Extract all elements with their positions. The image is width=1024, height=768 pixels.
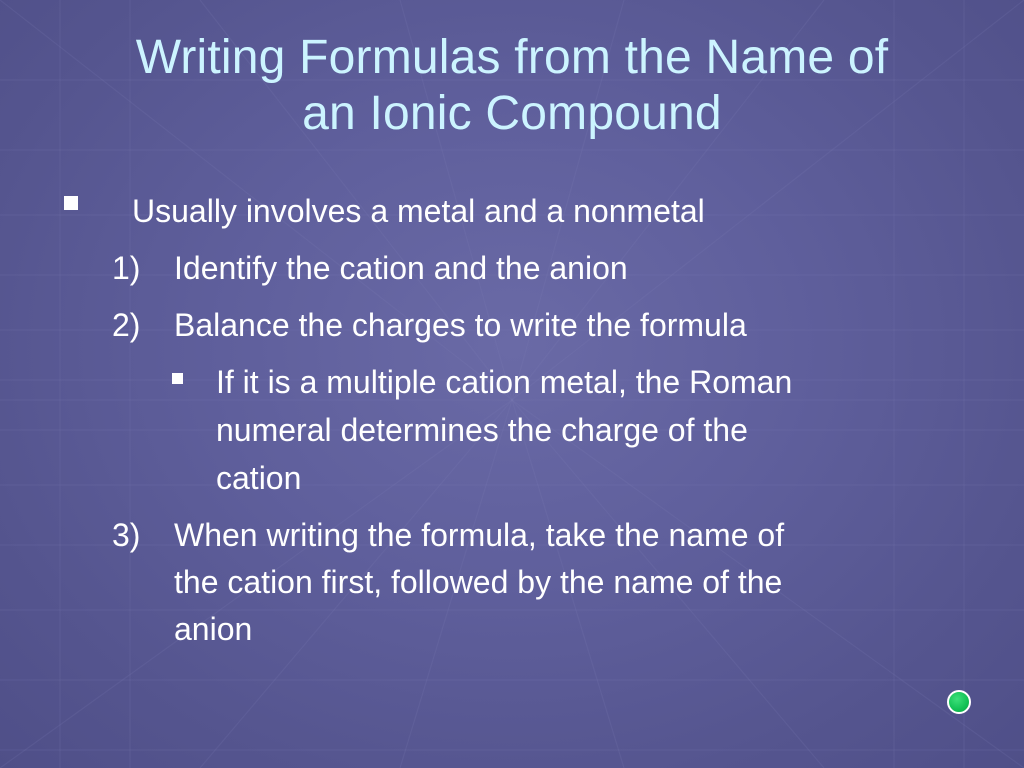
step-3-line-3: anion <box>174 611 253 647</box>
title-line-2: an Ionic Compound <box>302 87 722 140</box>
sub-bullet-line-3: cation <box>216 460 302 496</box>
main-bullet-text: Usually involves a metal and a nonmetal <box>132 193 705 229</box>
sub-bullet-line-1: If it is a multiple cation metal, the Roman <box>216 364 793 400</box>
step-3-line-2: the cation first, followed by the name of the <box>174 564 783 600</box>
step-1-number: 1) <box>112 250 141 286</box>
step-2-number: 2) <box>112 307 141 343</box>
green-circle-nav-icon[interactable] <box>947 690 971 714</box>
step-3-line-1: When writing the formula, take the name of <box>174 517 785 553</box>
step-3-number: 3) <box>112 517 141 553</box>
slide-title <box>40 30 984 142</box>
step-2-text: Balance the charges to write the formula <box>174 307 747 343</box>
step-1-text: Identify the cation and the anion <box>174 250 628 286</box>
sub-bullet-line-2: numeral determines the charge of the <box>216 412 748 448</box>
square-bullet-icon <box>64 196 78 210</box>
square-bullet-icon <box>172 373 183 384</box>
title-line-1: Writing Formulas from the Name of <box>135 31 889 84</box>
